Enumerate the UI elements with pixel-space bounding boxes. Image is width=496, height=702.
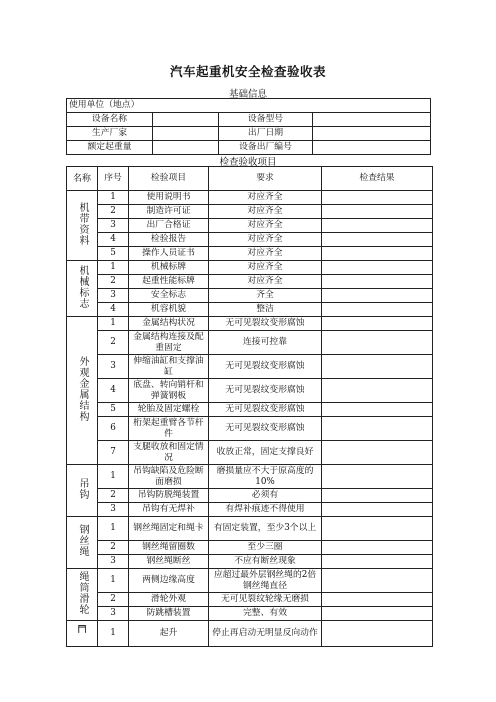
header-req: 要求 <box>209 167 322 191</box>
result-cell[interactable] <box>322 441 433 465</box>
result-cell[interactable] <box>322 247 433 261</box>
category-label: 钢丝绳 <box>77 524 88 557</box>
table-row <box>67 247 433 261</box>
seq-cell: 1 <box>98 517 129 541</box>
requirement-cell: 完整、有效 <box>209 607 322 621</box>
device-model-label: 设备型号 <box>219 113 313 127</box>
seq-cell: 6 <box>98 417 129 441</box>
item-cell: 起重性能标牌 <box>129 275 209 289</box>
bracket-mark-icon: ╒╕ <box>75 620 89 633</box>
category-1 <box>67 191 98 261</box>
device-name-value[interactable] <box>153 113 219 127</box>
result-cell[interactable] <box>322 541 433 555</box>
seq-cell: 2 <box>98 489 129 503</box>
category-2 <box>67 261 98 317</box>
requirement-cell: 停止再启动无明显反向动作 <box>209 621 322 647</box>
item-cell: 钢丝绳断丝 <box>129 555 209 569</box>
item-cell: 钢丝绳留圈数 <box>129 541 209 555</box>
result-cell[interactable] <box>322 379 433 403</box>
table-row <box>67 275 433 289</box>
result-cell[interactable] <box>322 517 433 541</box>
result-cell[interactable] <box>322 355 433 379</box>
table-row <box>67 303 433 317</box>
requirement-cell: 无可见裂纹变形腐蚀 <box>209 355 322 379</box>
item-cell: 制造许可证 <box>129 205 209 219</box>
item-cell: 出厂合格证 <box>129 219 209 233</box>
item-cell: 钢丝绳固定和绳卡 <box>129 517 209 541</box>
item-cell: 使用说明书 <box>129 191 209 205</box>
result-cell[interactable] <box>322 417 433 441</box>
table-row <box>67 503 433 517</box>
result-cell[interactable] <box>322 593 433 607</box>
requirement-cell: 必须有 <box>209 489 322 503</box>
seq-cell: 1 <box>98 317 129 331</box>
item-cell: 伸缩油缸和支撑油缸 <box>129 355 209 379</box>
result-cell[interactable] <box>322 607 433 621</box>
seq-cell: 4 <box>98 379 129 403</box>
item-cell: 两侧边缘高度 <box>129 569 209 593</box>
item-cell: 机械标牌 <box>129 261 209 275</box>
table-row <box>67 569 433 593</box>
header-name: 名称 <box>67 167 98 191</box>
item-cell: 吊钩缺陷及危险断面磨损 <box>129 465 209 489</box>
table-row <box>67 233 433 247</box>
requirement-cell: 无可见裂纹变形腐蚀 <box>209 379 322 403</box>
result-cell[interactable] <box>322 219 433 233</box>
item-cell: 吊钩防脱绳装置 <box>129 489 209 503</box>
result-cell[interactable] <box>322 205 433 219</box>
factory-date-label: 出厂日期 <box>219 127 313 141</box>
seq-cell: 1 <box>98 569 129 593</box>
seq-cell: 1 <box>98 261 129 275</box>
requirement-cell: 无可见裂纹变形腐蚀 <box>209 417 322 441</box>
table-row <box>67 489 433 503</box>
category-7 <box>67 621 98 647</box>
result-cell[interactable] <box>322 233 433 247</box>
seq-cell: 3 <box>98 289 129 303</box>
requirement-cell: 收放正常，固定支撑良好 <box>209 441 322 465</box>
seq-cell: 3 <box>98 503 129 517</box>
requirement-cell: 对应齐全 <box>209 233 322 247</box>
seq-cell: 2 <box>98 275 129 289</box>
result-cell[interactable] <box>322 303 433 317</box>
category-4 <box>67 465 98 517</box>
device-model-value[interactable] <box>313 113 431 127</box>
table-row <box>67 379 433 403</box>
result-cell[interactable] <box>322 191 433 205</box>
check-items-label: 检查验收项目 <box>219 157 277 168</box>
seq-cell: 1 <box>98 191 129 205</box>
requirement-cell: 对应齐全 <box>209 219 322 233</box>
requirement-cell: 无可见裂纹变形腐蚀 <box>209 403 322 417</box>
manufacturer-row <box>67 127 431 141</box>
requirement-cell: 至少三圈 <box>209 541 322 555</box>
item-cell: 防跳槽装置 <box>129 607 209 621</box>
manufacturer-value[interactable] <box>153 127 219 141</box>
category-5 <box>67 517 98 569</box>
category-label: 机械标志 <box>77 264 88 309</box>
requirement-cell: 无可见裂纹变形腐蚀 <box>209 317 322 331</box>
table-row <box>67 331 433 355</box>
requirement-cell: 对应齐全 <box>209 191 322 205</box>
requirement-cell: 不应有断丝现象 <box>209 555 322 569</box>
item-cell: 吊钩有无焊补 <box>129 503 209 517</box>
result-cell[interactable] <box>322 403 433 417</box>
page-title: 汽车起重机安全检查验收表 <box>169 64 326 79</box>
requirement-cell: 齐全 <box>209 289 322 303</box>
result-cell[interactable] <box>322 261 433 275</box>
table-row <box>67 403 433 417</box>
result-cell[interactable] <box>322 503 433 517</box>
result-cell[interactable] <box>322 465 433 489</box>
item-cell: 金属结构连接及配重固定 <box>129 331 209 355</box>
category-label: 外观金属结构 <box>77 355 88 422</box>
result-cell[interactable] <box>322 489 433 503</box>
table-row <box>67 205 433 219</box>
seq-cell: 3 <box>98 607 129 621</box>
seq-cell: 2 <box>98 205 129 219</box>
seq-cell: 5 <box>98 403 129 417</box>
header-result: 检查结果 <box>322 167 433 191</box>
item-cell: 机容机貌 <box>129 303 209 317</box>
table-row <box>67 555 433 569</box>
seq-cell: 4 <box>98 303 129 317</box>
table-row <box>67 317 433 331</box>
requirement-cell: 磨损量应不大于原高度的10% <box>209 465 322 489</box>
seq-cell: 7 <box>98 441 129 465</box>
manufacturer-label: 生产厂家 <box>67 127 153 141</box>
table-row <box>67 219 433 233</box>
category-label: 机带资料 <box>77 201 88 246</box>
item-cell: 安全标志 <box>129 289 209 303</box>
user-row <box>67 99 431 113</box>
result-cell[interactable] <box>322 621 433 647</box>
category-3 <box>67 317 98 465</box>
result-cell[interactable] <box>322 569 433 593</box>
table-row <box>67 289 433 303</box>
requirement-cell: 连接可控靠 <box>209 331 322 355</box>
table-row <box>67 261 433 275</box>
factory-no-label: 设备出厂编号 <box>219 141 313 155</box>
requirement-cell: 整洁 <box>209 303 322 317</box>
factory-no-value[interactable] <box>313 141 431 155</box>
result-cell[interactable] <box>322 317 433 331</box>
table-row <box>67 441 433 465</box>
table-row <box>67 607 433 621</box>
device-row <box>67 113 431 127</box>
item-cell: 起升 <box>129 621 209 647</box>
header-seq: 序号 <box>98 167 129 191</box>
seq-cell: 2 <box>98 331 129 355</box>
result-cell[interactable] <box>322 331 433 355</box>
category-label: 吊钩 <box>77 477 88 500</box>
seq-cell: 4 <box>98 233 129 247</box>
requirement-cell: 应超过最外层钢丝绳的2倍钢丝绳直径 <box>209 569 322 593</box>
rated-load-value[interactable] <box>153 141 219 155</box>
item-cell: 操作人员证书 <box>129 247 209 261</box>
requirement-cell: 无可见裂纹轮缘无磨损 <box>209 593 322 607</box>
header-item: 检验项目 <box>129 167 209 191</box>
factory-date-value[interactable] <box>313 127 431 141</box>
table-row <box>67 593 433 607</box>
requirement-cell: 对应齐全 <box>209 261 322 275</box>
device-name-label: 设备名称 <box>67 113 153 127</box>
item-cell: 轮胎及固定螺栓 <box>129 403 209 417</box>
seq-cell: 3 <box>98 555 129 569</box>
user-label: 使用单位（地点） <box>67 99 431 113</box>
table-row <box>67 191 433 205</box>
item-cell: 底盘、转向销杆和弹簧钢板 <box>129 379 209 403</box>
item-cell: 滑轮外观 <box>129 593 209 607</box>
table-row <box>67 465 433 489</box>
seq-cell: 1 <box>98 465 129 489</box>
item-cell: 金属结构状况 <box>129 317 209 331</box>
seq-cell: 1 <box>98 621 129 647</box>
category-label: 绳筒滑轮 <box>77 570 88 615</box>
table-row <box>67 541 433 555</box>
table-row <box>67 517 433 541</box>
table-row <box>67 355 433 379</box>
check-table <box>66 166 433 647</box>
requirement-cell: 对应齐全 <box>209 205 322 219</box>
header-row <box>67 167 433 191</box>
seq-cell: 2 <box>98 541 129 555</box>
seq-cell: 2 <box>98 593 129 607</box>
item-cell: 桁架起重臂各节杆件 <box>129 417 209 441</box>
requirement-cell: 有固定装置，至少3个以上 <box>209 517 322 541</box>
table-row <box>67 417 433 441</box>
seq-cell: 3 <box>98 355 129 379</box>
seq-cell: 5 <box>98 247 129 261</box>
category-6 <box>67 569 98 621</box>
item-cell: 支腿收放和固定情况 <box>129 441 209 465</box>
rated-load-label: 额定起重量 <box>67 141 153 155</box>
requirement-cell: 有焊补痕迹不得使用 <box>209 503 322 517</box>
rated-load-row <box>67 141 431 155</box>
result-cell[interactable] <box>322 289 433 303</box>
result-cell[interactable] <box>322 555 433 569</box>
item-cell: 检验报告 <box>129 233 209 247</box>
result-cell[interactable] <box>322 275 433 289</box>
requirement-cell: 对应齐全 <box>209 275 322 289</box>
table-row <box>67 621 433 647</box>
requirement-cell: 对应齐全 <box>209 247 322 261</box>
basic-info-label: 基础信息 <box>228 89 267 100</box>
seq-cell: 3 <box>98 219 129 233</box>
basic-info-table <box>66 98 431 155</box>
